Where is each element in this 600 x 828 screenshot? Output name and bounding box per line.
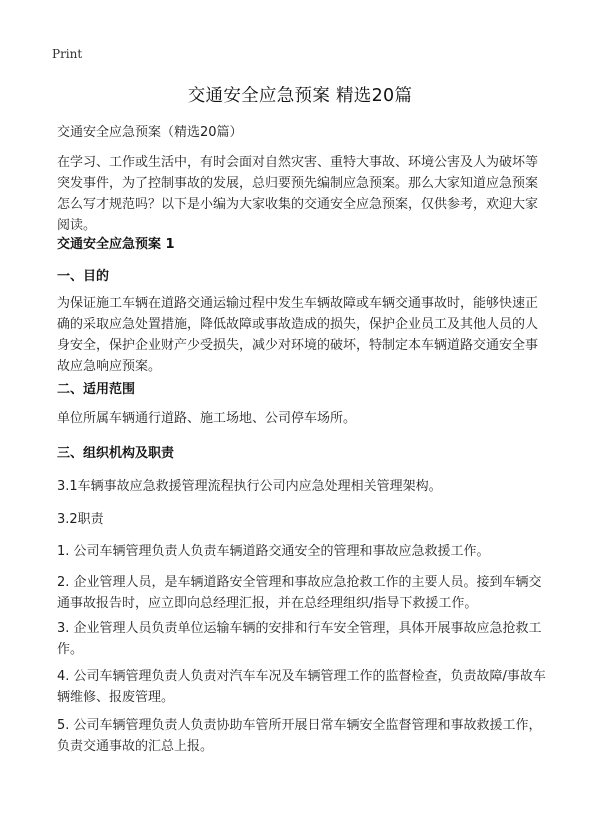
section-org-heading: 三、组织机构及职责 xyxy=(57,446,175,461)
duty-item: 4. 公司车辆管理负责人负责对汽车车况及车辆管理工作的监督检查，负责故障/事故车辆维修、报废管理。 xyxy=(57,669,546,705)
org-clause-3-1: 3.1车辆事故应急救援管理流程执行公司内应急处理相关管理架构。 xyxy=(57,479,442,494)
section-goal-heading: 一、目的 xyxy=(57,269,110,284)
section-scope-text: 单位所属车辆通行道路、施工场地、公司停车场所。 xyxy=(57,411,357,426)
duty-item: 2. 企业管理人员，是车辆道路安全管理和事故应急抢救工作的主要人员。接到车辆交通事故报告时，应立即向总经理汇报，并在总经理组织/指导下救援工作。 xyxy=(57,575,542,611)
duty-item: 1. 公司车辆管理负责人负责车辆道路交通安全的管理和事故应急救援工作。 xyxy=(57,544,490,559)
section-scope-heading: 二、适用范围 xyxy=(57,382,136,397)
section-goal-text: 为保证施工车辆在道路交通运输过程中发生车辆故障或车辆交通事故时，能够快速正确的采取应急处置措施，降低故障或事故造成的损失，保护企业员工及其他人员的人身安全，保护企业财产少受损失，减少对环境的破坏，特制定本车辆道路交通安全事故应急响应预案。 xyxy=(57,296,539,374)
case-heading: 交通安全应急预案 1 xyxy=(57,237,175,252)
document-title: 交通安全应急预案 精选20篇 xyxy=(187,86,413,106)
document-subtitle: 交通安全应急预案（精选20篇） xyxy=(57,125,243,140)
print-link[interactable]: Print xyxy=(52,47,83,61)
intro-paragraph: 在学习、工作或生活中，有时会面对自然灾害、重特大事故、环境公害及人为破坏等突发事件，为了控制事故的发展，总归要预先编制应急预案。那么大家知道应急预案怎么写才规范吗？以下是小编为大家收集的交通安全应急预案，仅供参考，欢迎大家阅读。 xyxy=(57,155,539,233)
org-clause-3-2: 3.2职责 xyxy=(57,512,104,527)
duty-item: 5. 公司车辆管理负责人负责协助车管所开展日常车辆安全监督管理和事故救援工作，负责交通事故的汇总上报。 xyxy=(57,718,542,754)
duty-item: 3. 企业管理人员负责单位运输车辆的安排和行车安全管理，具体开展事故应急抢救工作。 xyxy=(57,621,542,657)
